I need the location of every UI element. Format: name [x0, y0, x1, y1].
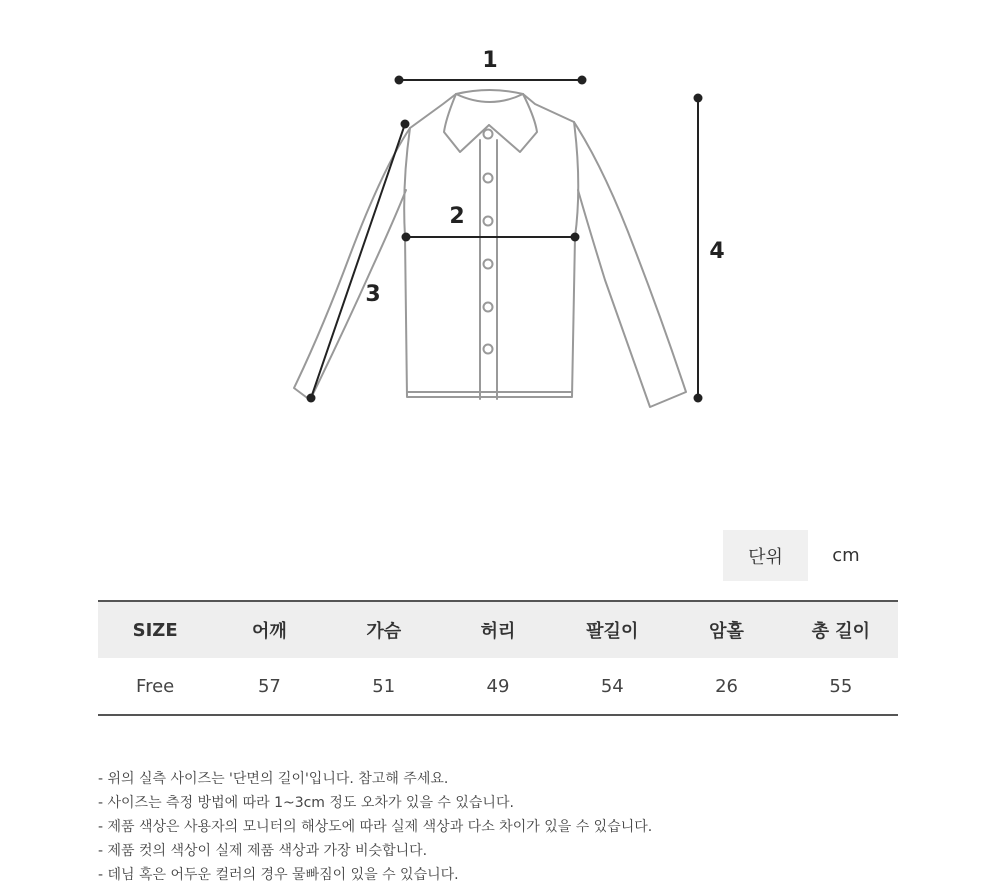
shirt-shoulder-right [523, 94, 574, 122]
measure-label-4: 4 [709, 239, 725, 264]
shirt-neck-inner [456, 94, 523, 102]
shirt-collar-left [444, 94, 489, 152]
shirt-collar-back [456, 90, 523, 94]
cell-sleeve-length: 54 [600, 675, 624, 697]
size-table-header-row [98, 601, 898, 658]
table-row [98, 658, 898, 715]
measure-label-1: 1 [482, 48, 498, 73]
measure-dot [395, 76, 404, 85]
header-size: SIZE [98, 601, 212, 658]
measure-line-sleeve [311, 124, 405, 398]
list-item: - 데님 혹은 어두운 컬러의 경우 물빠짐이 있을 수 있습니다. [98, 867, 459, 883]
measure-dot [694, 394, 703, 403]
header-total-length: 총 길이 [784, 601, 898, 658]
measure-dot [401, 120, 410, 129]
size-table [98, 600, 898, 716]
measure-dot [694, 94, 703, 103]
header-chest: 가슴 [327, 601, 441, 658]
size-notes [98, 767, 652, 887]
cell-shoulder: 57 [257, 675, 281, 697]
measure-dot [402, 233, 411, 242]
unit-label: 단위 [723, 530, 808, 581]
header-waist: 허리 [441, 601, 555, 658]
shirt-sleeve-left [294, 128, 410, 400]
shirt-illustration [294, 90, 686, 407]
shirt-button [484, 174, 493, 183]
measure-dot [571, 233, 580, 242]
shirt-button [484, 217, 493, 226]
shirt-button [484, 260, 493, 269]
measure-dot [578, 76, 587, 85]
list-item: - 사이즈는 측정 방법에 따라 1~3cm 정도 오차가 있을 수 있습니다. [98, 795, 514, 811]
measure-dot [307, 394, 316, 403]
cell-waist: 49 [486, 675, 510, 697]
shirt-body-outline [404, 122, 578, 397]
header-armhole: 암홀 [669, 601, 783, 658]
shirt-placket [480, 140, 497, 399]
header-sleeve-length: 팔길이 [555, 601, 669, 658]
shirt-button [484, 130, 493, 139]
unit-value: cm [832, 545, 860, 566]
measurement-lines [307, 76, 703, 403]
measure-label-3: 3 [365, 282, 381, 307]
measure-label-2: 2 [449, 204, 465, 229]
list-item: - 제품 색상은 사용자의 모니터의 해상도에 따라 실제 색상과 다소 차이가 있을 수 있습니다. [98, 819, 653, 835]
cell-armhole: 26 [715, 675, 738, 697]
cell-size: Free [136, 675, 175, 697]
shirt-sleeve-right [574, 122, 686, 407]
list-item: - 위의 실측 사이즈는 '단면의 길이'입니다. 참고해 주세요. [98, 771, 449, 787]
shirt-button [484, 303, 493, 312]
cell-total-length: 55 [829, 675, 853, 697]
cell-chest: 51 [372, 675, 396, 697]
shirt-button [484, 345, 493, 354]
list-item: - 제품 컷의 색상이 실제 제품 색상과 가장 비슷합니다. [98, 843, 428, 859]
header-shoulder: 어깨 [212, 601, 326, 658]
